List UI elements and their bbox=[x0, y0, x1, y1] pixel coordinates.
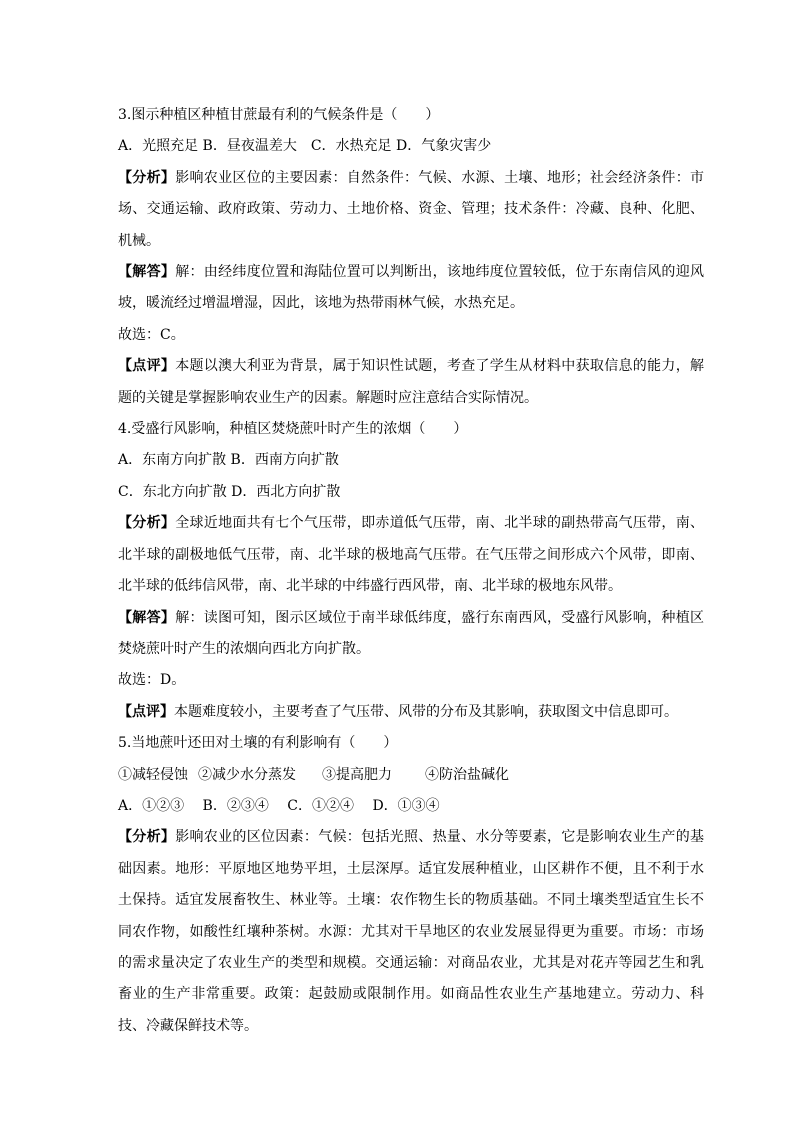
analysis-tag: 【分析】 bbox=[118, 515, 176, 532]
q3-analysis bbox=[118, 163, 704, 257]
comment-tag: 【点评】 bbox=[118, 703, 174, 720]
q3-comment bbox=[118, 351, 704, 414]
q4-options-line2: C．东北方向扩散 D．西北方向扩散 bbox=[118, 483, 341, 500]
q3-comment-text: 本题以澳大利亚为背景，属于知识性试题，考查了学生从材料中获取信息的能力，解题的关键是掌握影响农业生产的因素。解题时应注意结合实际情况。 bbox=[118, 358, 705, 406]
q5-item: ③提高肥力 bbox=[322, 766, 392, 783]
q4-choice: 故选：D。 bbox=[118, 672, 186, 689]
q5-item: ②减少水分蒸发 bbox=[198, 766, 296, 783]
q5-stem: 5.当地蔗叶还田对土壤的有利影响有（ ） bbox=[118, 735, 398, 752]
answer-tag: 【解答】 bbox=[118, 609, 176, 626]
q5-analysis bbox=[118, 822, 704, 1042]
q3-answer-text: 解：由经纬度位置和海陆位置可以判断出，该地纬度位置较低，位于东南信风的迎风坡，暖流经过增温增湿，因此，该地为热带雨林气候，水热充足。 bbox=[118, 264, 705, 312]
q4-stem: 4.受盛行风影响，种植区焚烧蔗叶时产生的浓烟（ ） bbox=[118, 421, 468, 438]
analysis-tag: 【分析】 bbox=[118, 829, 176, 846]
q5-options: A．①②③ B．②③④ C．①②④ D．①③④ bbox=[118, 797, 440, 814]
q4-answer-text: 解：读图可知，图示区域位于南半球低纬度，盛行东南西风，受盛行风影响，种植区焚烧蔗叶时产生的浓烟向西北方向扩散。 bbox=[118, 609, 705, 657]
q3-options: A．光照充足 B．昼夜温差大 C．水热充足 D．气象灾害少 bbox=[118, 138, 492, 155]
q4-answer bbox=[118, 603, 704, 666]
q5-items bbox=[118, 760, 704, 791]
q3-answer bbox=[118, 257, 704, 320]
q5-item: ④防治盐碱化 bbox=[425, 766, 509, 783]
q5-item: ①减轻侵蚀 bbox=[118, 766, 188, 783]
analysis-tag: 【分析】 bbox=[118, 169, 176, 186]
q4-analysis bbox=[118, 508, 704, 602]
q4-comment-text: 本题难度较小，主要考查了气压带、风带的分布及其影响，获取图文中信息即可。 bbox=[174, 703, 678, 720]
answer-tag: 【解答】 bbox=[118, 264, 176, 281]
q4-options-line1: A．东南方向扩散 B．西南方向扩散 bbox=[118, 452, 339, 469]
q5-analysis-text: 影响农业的区位因素：气候：包括光照、热量、水分等要素，它是影响农业生产的基础因素。地形：平原地区地势平坦，土层深厚。适宜发展种植业，山区耕作不便，且不利于水土保持。适宜发展畜牧生、林业等。土壤：农作物生长的物质基础。不同土壤类型适宜生长不同农作物，如酸性红壤种茶树。水源：尤其对干旱地区的农业发展显得更为重要。市场：市场的需求量决定了农业生产的类型和规模。交通运输：对商品农业，尤其是对花卉等园艺生和乳畜业的生产非常重要。政策：起鼓励或限制作用。如商品性农业生产基地建立。劳动力、科技、冷藏保鲜技术等。 bbox=[118, 829, 705, 1034]
q4-comment bbox=[118, 697, 704, 728]
q3-analysis-text: 影响农业区位的主要因素：自然条件：气候、水源、土壤、地形；社会经济条件：市场、交通运输、政府政策、劳动力、土地价格、资金、管理；技术条件：冷藏、良种、化肥、机械。 bbox=[118, 169, 705, 249]
comment-tag: 【点评】 bbox=[118, 358, 176, 375]
q4-analysis-text: 全球近地面共有七个气压带，即赤道低气压带，南、北半球的副热带高气压带，南、北半球的副极地低气压带，南、北半球的极地高气压带。在气压带之间形成六个风带，即南、北半球的低纬信风带，南、北半球的中纬盛行西风带，南、北半球的极地东风带。 bbox=[118, 515, 705, 595]
q3-choice: 故选：C。 bbox=[118, 326, 185, 343]
q3-stem: 3.图示种植区种植甘蔗最有利的气候条件是（ ） bbox=[118, 107, 440, 123]
